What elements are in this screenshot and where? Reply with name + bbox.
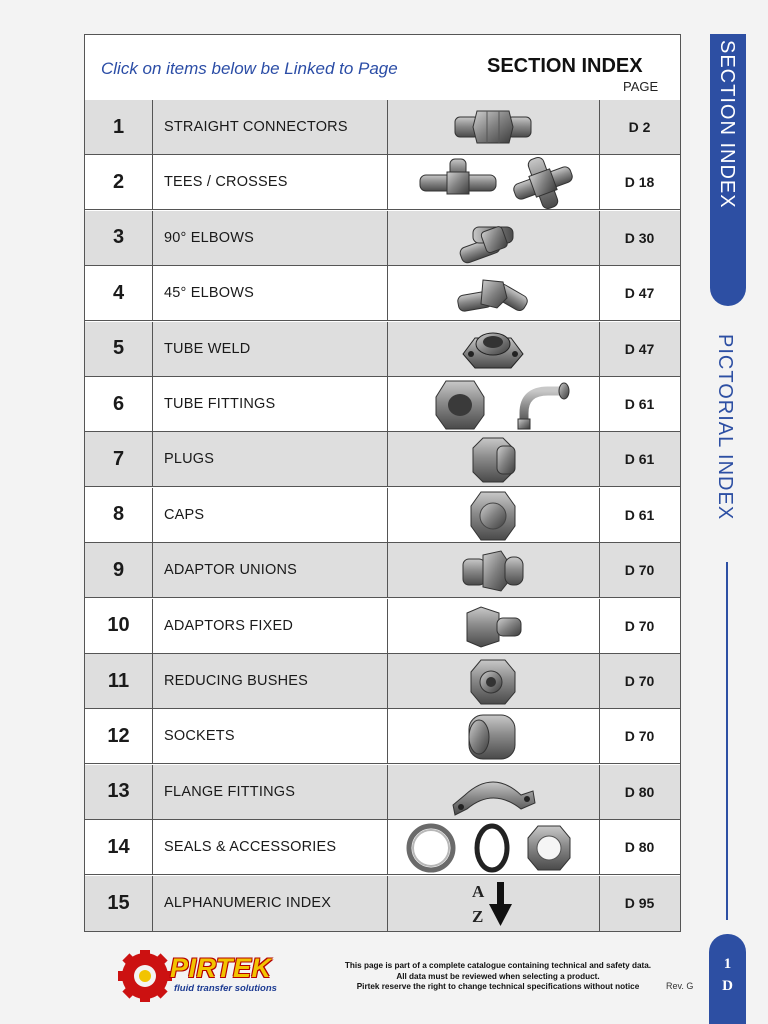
page-column-header: PAGE [623,79,659,94]
flange-clamp-icon[interactable] [388,765,600,819]
row-label[interactable]: CAPS [152,488,388,542]
row-page-link[interactable]: D 80 [624,783,655,800]
row-page-link[interactable]: D 61 [624,451,655,468]
adaptor-union-icon[interactable] [388,543,600,597]
link-instruction: Click on items below be Linked to Page [101,59,398,78]
row-number: 8 [85,488,153,542]
tab-section-index[interactable] [710,34,746,306]
row-label[interactable]: 45° ELBOWS [152,266,388,320]
row-number: 10 [85,599,153,653]
row-number: 15 [85,876,153,931]
page-number-tab [709,934,746,1024]
row-number: 2 [85,155,153,209]
index-row-adaptors-fixed[interactable] [85,599,680,654]
cap-icon[interactable] [388,488,600,542]
row-number: 3 [85,211,153,265]
row-page-link[interactable]: D 61 [624,396,655,412]
brand-tagline: fluid transfer solutions [174,983,277,994]
row-page-link[interactable]: D 47 [624,340,655,357]
side-divider [726,562,728,920]
row-page-link[interactable]: D 47 [624,285,655,302]
seals-icon[interactable] [388,820,600,874]
index-row-flange-fittings[interactable] [85,765,680,820]
elbow-45-icon[interactable] [388,266,600,320]
index-row-tube-fittings[interactable] [85,377,680,432]
row-page-link[interactable]: D 70 [624,728,655,745]
row-page-link[interactable]: D 61 [624,506,655,523]
row-page-link[interactable]: D 70 [624,562,655,579]
disclaimer-line: All data must be reviewed when selecting a product. [396,971,600,981]
row-number: 5 [85,322,153,376]
tab-section-index-label: SECTION INDEX [716,40,738,209]
straight-connector-icon[interactable] [388,100,600,154]
row-page-link[interactable]: D 95 [624,895,655,912]
row-number: 4 [85,266,153,320]
svg-text:A: A [472,881,485,901]
a-z-arrow-icon[interactable] [388,876,600,931]
plug-icon[interactable] [388,432,600,486]
row-number: 14 [85,820,153,874]
index-row-reducing-bushes[interactable] [85,654,680,709]
row-label[interactable]: PLUGS [152,432,388,486]
row-label[interactable]: FLANGE FITTINGS [152,765,388,819]
elbow-90-icon[interactable] [388,211,600,265]
row-number: 12 [85,709,153,763]
row-page-link[interactable]: D 80 [624,839,655,856]
row-label[interactable]: SOCKETS [152,709,388,763]
index-row-tees-crosses[interactable] [85,155,680,210]
reducing-bush-icon[interactable] [388,654,600,708]
row-label[interactable]: ALPHANUMERIC INDEX [152,876,388,931]
table-header [85,35,680,101]
index-row-90-elbows[interactable] [85,211,680,266]
row-number: 9 [85,543,153,597]
row-label[interactable]: REDUCING BUSHES [152,654,388,708]
row-label[interactable]: ADAPTOR UNIONS [152,543,388,597]
row-page-link[interactable]: D 2 [628,119,651,135]
tube-weld-flange-icon[interactable] [388,322,600,376]
index-row-adaptor-unions[interactable] [85,543,680,598]
row-label[interactable]: TUBE FITTINGS [152,377,388,431]
section-index-title: SECTION INDEX [487,55,643,77]
row-label[interactable]: TEES / CROSSES [152,155,388,209]
disclaimer-line: This page is part of a complete catalogue containing technical and safety data. [344,961,652,970]
section-index-table [84,34,681,932]
tee-cross-icon[interactable] [388,155,600,209]
adaptor-fixed-icon[interactable] [388,599,600,653]
row-number: 1 [85,100,153,154]
tube-fitting-icon[interactable] [388,377,600,431]
disclaimer-text [320,961,676,993]
row-number: 6 [85,377,153,431]
tab-pictorial-index[interactable]: PICTORIAL INDEX [714,334,736,521]
row-label[interactable]: TUBE WELD [152,322,388,376]
row-number: 13 [85,765,153,819]
socket-icon[interactable] [388,709,600,763]
row-page-link[interactable]: D 70 [624,673,655,689]
disclaimer-line: Pirtek reserve the right to change technical specifications without notice [356,982,640,991]
row-number: 7 [85,432,153,486]
revision-label: Rev. G [666,981,694,991]
page-number: 1 [723,956,732,972]
index-row-caps[interactable] [85,488,680,543]
row-label[interactable]: SEALS & ACCESSORIES [152,820,388,874]
index-row-alphanumeric-index[interactable] [85,876,680,931]
svg-text:Z: Z [472,906,484,926]
row-page-link[interactable]: D 70 [624,617,655,634]
row-number: 11 [85,654,153,708]
row-page-link[interactable]: D 30 [624,229,655,246]
row-label[interactable]: STRAIGHT CONNECTORS [152,100,388,154]
index-row-plugs[interactable] [85,432,680,487]
section-letter: D [722,978,733,994]
row-label[interactable]: 90° ELBOWS [152,211,388,265]
brand-name: PIRTEK [170,953,272,983]
index-row-45-elbows[interactable] [85,266,680,321]
index-row-sockets[interactable] [85,709,680,764]
index-row-straight-connectors[interactable] [85,100,680,155]
row-page-link[interactable]: D 18 [624,174,655,191]
gear-logo-icon [118,950,174,1002]
index-row-tube-weld[interactable] [85,322,680,377]
index-row-seals-accessories[interactable] [85,820,680,875]
row-label[interactable]: ADAPTORS FIXED [152,599,388,653]
